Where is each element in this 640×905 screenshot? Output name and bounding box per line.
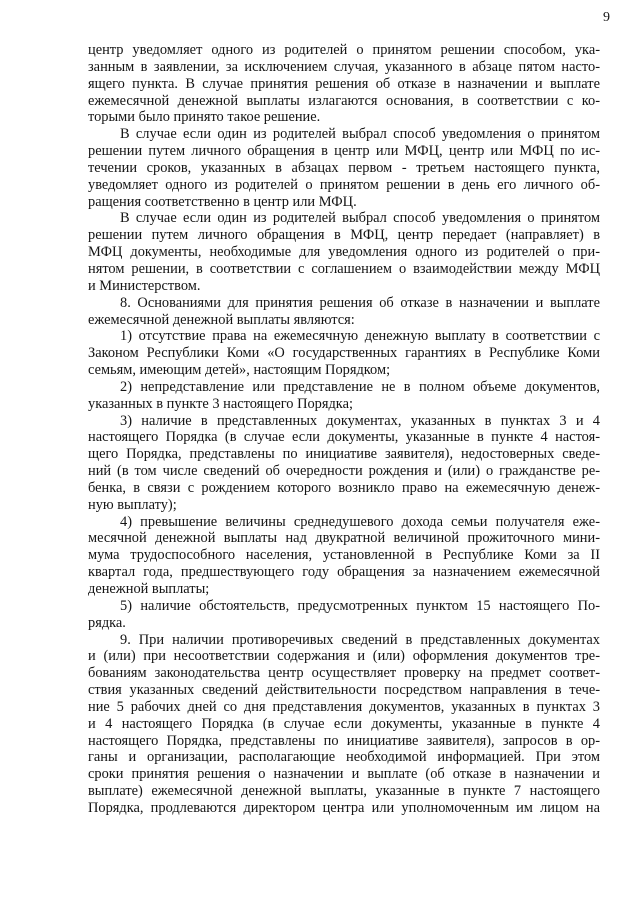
paragraph <box>88 379 600 413</box>
text-line: решении путем личного обращения в МФЦ, центр передает (направляет) в <box>88 227 600 244</box>
text-line: ежемесячной денежной выплаты излагаются основания, в соответствии с ко- <box>88 92 600 109</box>
text-line: нятом решении, в соответствии с соглашением о взаимодействии между МФЦ <box>88 260 600 277</box>
text-line: и (или) при несоответствии содержания и (или) оформления документов тре- <box>88 648 600 665</box>
document-body <box>88 42 600 817</box>
text-line: рядка. <box>88 614 126 631</box>
text-line: ящего пункта. В случае принятия решения об отказе в назначении и выплате <box>88 75 600 92</box>
text-line: указанных в пункте 3 настоящего Порядка; <box>88 395 353 412</box>
text-line: центр уведомляет одного из родителей о принятом решении способом, ука- <box>88 42 600 58</box>
text-line: течении сроков, указанных в абзацах первом - третьем настоящего пункта, <box>88 159 600 176</box>
paragraph <box>88 413 600 514</box>
text-line: семьям, имеющим детей», настоящим Порядком; <box>88 362 391 379</box>
text-line: уведомляет одного из родителей о принятом решении в день его личного об- <box>88 176 600 193</box>
text-line: 1) отсутствие права на ежемесячную денежную выплату в соответствии с <box>120 328 600 345</box>
text-line: занным в заявлении, за исключением случая, указанного в абзаце пятом насто- <box>88 58 600 75</box>
text-line: и Министерством. <box>88 277 201 294</box>
paragraph <box>88 598 600 632</box>
text-line: ние 5 рабочих дней со дня представления документов, указанных в пунктах 3 <box>88 698 600 715</box>
text-line: бованиям законодательства центр осуществляет проверку на предмет соответ- <box>88 665 600 682</box>
text-line: МФЦ документы, необходимые для уведомления одного из родителей о при- <box>88 244 600 261</box>
text-line: 9. При наличии противоречивых сведений в представленных документах <box>120 631 600 648</box>
text-line: Порядка, продлеваются директором центра или уполномоченным им лицом на <box>88 799 600 816</box>
paragraph <box>88 42 600 126</box>
text-line: ращения соответственно в центр или МФЦ. <box>88 193 357 210</box>
paragraph <box>88 632 600 817</box>
paragraph <box>88 210 600 294</box>
text-line: ний (в том числе сведений об очередности рождения и (или) о гражданстве ре- <box>88 463 600 480</box>
text-line: квартал года, предшествующего году обращения за назначением ежемесячной <box>88 564 600 581</box>
page-number: 9 <box>603 10 610 25</box>
text-line: решении путем личного обращения в центр или МФЦ, центр или МФЦ по ис- <box>88 143 600 160</box>
text-line: бенка, в связи с рождением которого возникло право на ежемесячную денеж- <box>88 479 600 496</box>
text-line: 5) наличие обстоятельств, предусмотренных пунктом 15 настоящего По- <box>120 597 600 614</box>
text-line: настоящего Порядка, представлены по инициативе заявителя), запросов в ор- <box>88 732 600 749</box>
text-line: ствия указанных сведений действительности посредством направления в тече- <box>88 682 600 699</box>
paragraph <box>88 514 600 598</box>
text-line: денежной выплаты; <box>88 581 210 597</box>
text-line: торыми было принято такое решение. <box>88 109 321 126</box>
text-line: 4) превышение величины среднедушевого дохода семьи получателя еже- <box>120 513 600 530</box>
paragraph <box>88 126 600 210</box>
paragraph <box>88 328 600 379</box>
text-line: В случае если один из родителей выбрал способ уведомления о принятом <box>120 210 600 227</box>
text-line: ганы и организации, располагающие необходимой информацией. При этом <box>88 749 600 766</box>
text-line: месячной денежной выплаты над двукратной величиной прожиточного мини- <box>88 530 600 547</box>
text-line: ную выплату); <box>88 496 177 513</box>
text-line: ежемесячной денежной выплаты являются: <box>88 311 355 328</box>
text-line: 3) наличие в представленных документах, указанных в пунктах 3 и 4 <box>120 412 600 429</box>
text-line: настоящего Порядка (в случае если документы, указанные в пункте 4 настоя- <box>88 429 600 446</box>
text-line: сроки принятия решения о назначении и выплате (об отказе в назначении и <box>88 766 600 783</box>
text-line: щего Порядка, представлены по инициативе заявителя), недостоверных сведе- <box>88 446 600 463</box>
text-line: 2) непредставление или представление не в полном объеме документов, <box>120 378 600 395</box>
text-line: Законом Республики Коми «О государственных гарантиях в Республике Коми <box>88 345 600 362</box>
text-line: 8. Основаниями для принятия решения об отказе в назначении и выплате <box>120 294 600 311</box>
text-line: мума трудоспособного населения, установленной в Республике Коми за II <box>88 547 600 564</box>
text-line: выплате) ежемесячной денежной выплаты, указанные в пункте 7 настоящего <box>88 783 600 800</box>
paragraph <box>88 295 600 329</box>
text-line: В случае если один из родителей выбрал способ уведомления о принятом <box>120 126 600 143</box>
text-line: и 4 настоящего Порядка (в случае если документы, указанные в пункте 4 <box>88 715 600 732</box>
